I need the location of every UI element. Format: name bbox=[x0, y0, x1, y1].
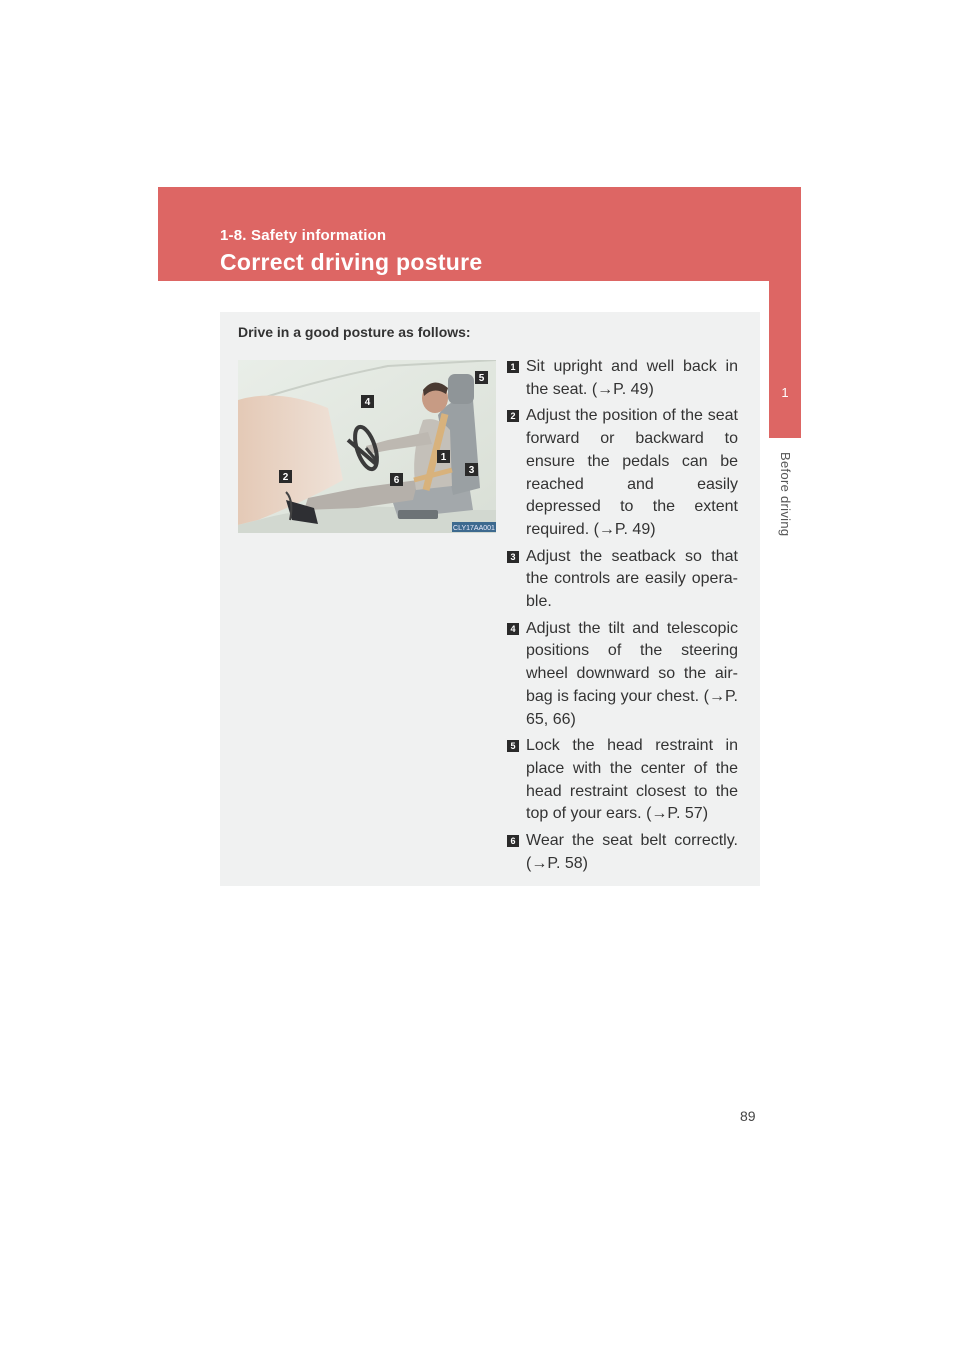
callout-1 bbox=[437, 450, 450, 463]
section-label: 1-8. Safety information bbox=[220, 227, 387, 244]
step-text: Sit upright and well back in the seat. (→P. 49) bbox=[526, 358, 738, 398]
step-text: Adjust the tilt and telescopic positions of the steering wheel downward so the air-bag is facing your chest. (→P. 65, 66) bbox=[526, 619, 738, 728]
driving-posture-illustration bbox=[238, 360, 496, 533]
list-item bbox=[507, 618, 738, 732]
callout-2 bbox=[279, 470, 292, 483]
step-marker: 3 bbox=[507, 551, 519, 563]
page-title: Correct driving posture bbox=[220, 249, 483, 275]
callout-5 bbox=[475, 371, 488, 384]
list-item bbox=[507, 546, 738, 614]
svg-text:4: 4 bbox=[364, 397, 371, 408]
svg-text:6: 6 bbox=[393, 475, 400, 486]
svg-text:3: 3 bbox=[468, 465, 475, 476]
step-marker: 5 bbox=[507, 740, 519, 752]
content-box bbox=[220, 312, 760, 886]
list-item bbox=[507, 830, 738, 875]
list-item bbox=[507, 735, 738, 826]
step-marker: 4 bbox=[507, 623, 519, 635]
intro-text: Drive in a good posture as follows: bbox=[238, 324, 471, 340]
posture-steps bbox=[507, 356, 738, 879]
step-text: Lock the head restraint in place with the center of the head restraint closest to the top of your ears. (→P. 57) bbox=[526, 737, 738, 823]
chapter-number: 1 bbox=[781, 385, 789, 400]
step-marker: 6 bbox=[507, 835, 519, 847]
list-item bbox=[507, 405, 738, 541]
callout-6 bbox=[390, 473, 403, 486]
step-text: Wear the seat belt correctly. (→P. 58) bbox=[526, 832, 738, 872]
svg-text:2: 2 bbox=[282, 472, 289, 483]
step-text: Adjust the position of the seat forward or backward to ensure the pedals can be reached and easily depressed to the extent required. (→P. 49) bbox=[526, 407, 738, 538]
list-item bbox=[507, 356, 738, 401]
callout-4 bbox=[361, 395, 374, 408]
callout-3 bbox=[465, 463, 478, 476]
svg-text:CLY17AA001: CLY17AA001 bbox=[453, 525, 495, 532]
header-band bbox=[158, 187, 801, 281]
chapter-label: Before driving bbox=[778, 452, 793, 537]
svg-text:1: 1 bbox=[440, 452, 447, 463]
chapter-tab[interactable] bbox=[769, 281, 801, 438]
step-marker: 2 bbox=[507, 410, 519, 422]
page-number: 89 bbox=[740, 1108, 756, 1124]
figure-code bbox=[452, 522, 496, 532]
step-text: Adjust the seatback so that the controls are easily opera-ble. bbox=[526, 547, 738, 611]
step-marker: 1 bbox=[507, 361, 519, 373]
svg-text:5: 5 bbox=[478, 373, 485, 384]
